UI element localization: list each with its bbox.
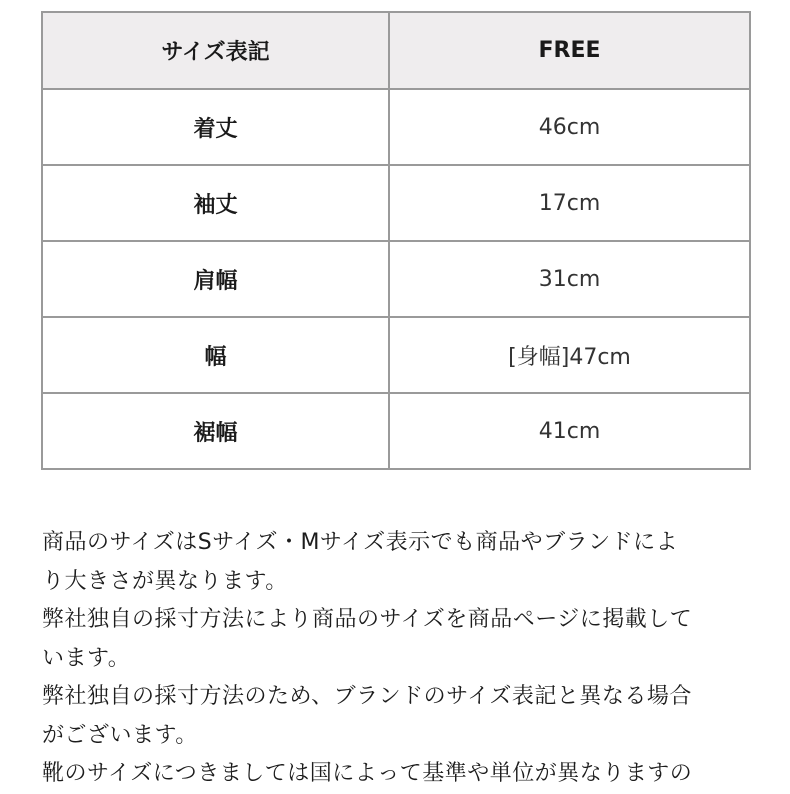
table-row: [42, 241, 750, 317]
row-value-shoulder: 31cm: [389, 241, 750, 317]
table-row: [42, 393, 750, 469]
row-value-length: 46cm: [389, 89, 750, 165]
size-free-header: FREE: [389, 12, 750, 89]
size-label-header: サイズ表記: [42, 12, 389, 89]
note-line: り大きさが異なります。: [42, 568, 288, 594]
size-notes: [42, 524, 752, 794]
table-header-row: [42, 12, 750, 89]
table-row: [42, 317, 750, 393]
note-line: 弊社独自の採寸方法のため、ブランドのサイズ表記と異なる場合: [42, 684, 692, 709]
note-line: 靴のサイズにつきましては国によって基準や単位が異なりますの: [42, 761, 693, 786]
table-row: [42, 89, 750, 165]
note-line: います。: [42, 645, 131, 671]
row-label-hem: 裾幅: [42, 393, 389, 469]
size-table: [41, 11, 751, 470]
table-row: [42, 165, 750, 241]
row-label-width: 幅: [42, 317, 389, 393]
row-label-length: 着丈: [42, 89, 389, 165]
row-value-hem: 41cm: [389, 393, 750, 469]
row-label-sleeve: 袖丈: [42, 165, 389, 241]
row-label-shoulder: 肩幅: [42, 241, 389, 317]
note-line: 商品のサイズはSサイズ・Mサイズ表示でも商品やブランドによ: [42, 530, 679, 555]
row-value-width: [身幅]47cm: [389, 317, 750, 393]
note-line: がございます。: [42, 722, 198, 748]
row-value-sleeve: 17cm: [389, 165, 750, 241]
note-line: 弊社独自の採寸方法により商品のサイズを商品ページに掲載して: [42, 607, 693, 632]
